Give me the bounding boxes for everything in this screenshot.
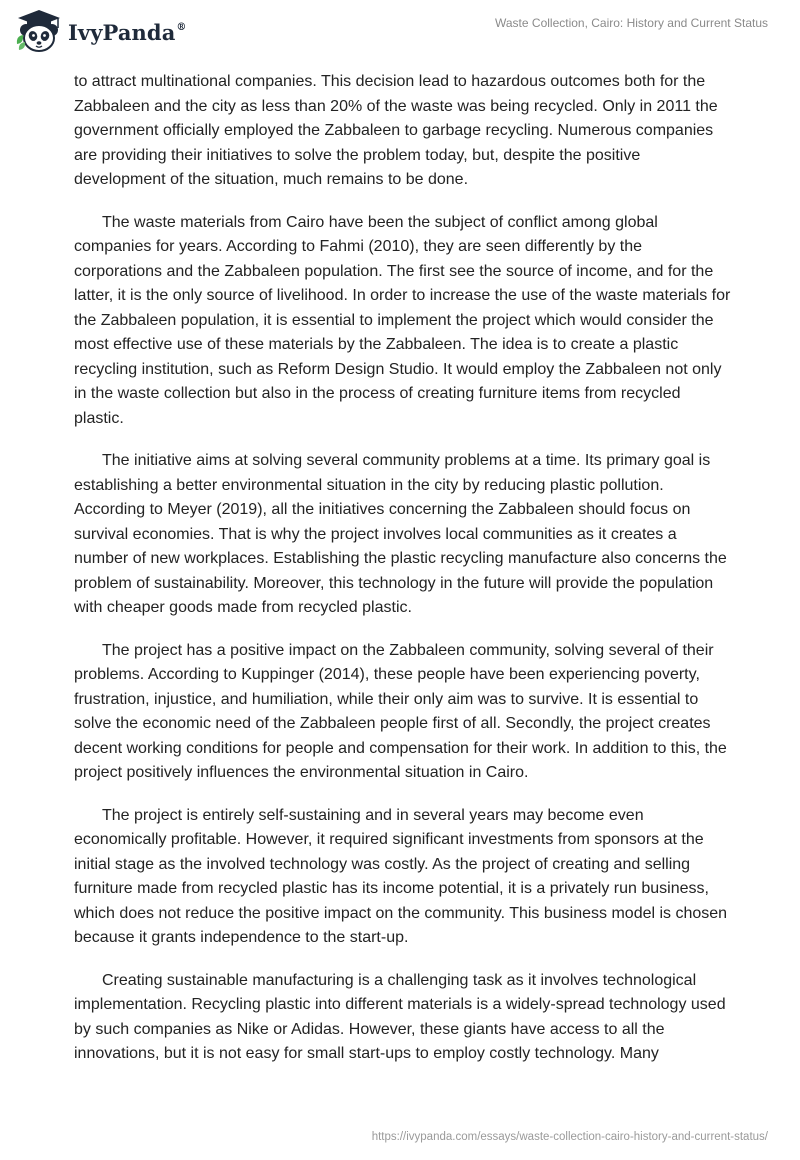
paragraph-2: The waste materials from Cairo have been the subject of conflict among global companies for years. According to Fahmi (2010), they are seen differently by the corporations and the Zabbaleen population. The first see the source of income, and for the latter, it is the only source of livelihood. In order to increase the use of the waste materials for the Zabbaleen population, it is essential to implement the project which would consider the most effective use of these materials by the Zabbaleen. The idea is to create a plastic recycling institution, such as Reform Design Studio. It would employ the Zabbaleen not only in the waste collection but also in the process of creating furniture items from recycled plastic.: [74, 213, 731, 427]
panda-graduate-icon: [14, 8, 64, 54]
paragraph-1: to attract multinational companies. This decision lead to hazardous outcomes both for the Zabbaleen and the city as less than 20% of the waste was being recycled. Only in 2011 the government officially employed the Zabbaleen to garbage recycling. Numerous companies are providing their initiatives to solve the problem today, but, despite the positive development of the situation, much remains to be done.: [74, 73, 718, 188]
document-title: Waste Collection, Cairo: History and Current Status: [495, 16, 768, 30]
essay-body: [74, 70, 734, 1085]
brand-name: [68, 20, 187, 45]
paragraph-4: The project has a positive impact on the Zabbaleen community, solving several of their problems. According to Kuppinger (2014), these people have been experiencing poverty, frustration, injustice, and humiliation, while their only aim was to survive. It is essential to solve the economic need of the Zabbaleen people first of all. Secondly, the project creates decent working conditions for people and compensation for their work. In addition to this, the project positively influences the environmental situation in Cairo.: [74, 641, 727, 781]
ivypanda-logo[interactable]: [14, 8, 187, 54]
brand-label: IvyPanda: [68, 19, 176, 45]
paragraph-6: Creating sustainable manufacturing is a challenging task as it involves technological implementation. Recycling plastic into different materials is a widely-spread technology used by such companies as Nike or Adidas. However, these giants have access to all the innovations, but it is not easy for small start-ups to employ costly technology. Many: [74, 971, 726, 1062]
paragraph-5: The project is entirely self-sustaining and in several years may become even economically profitable. However, it required significant investments from sponsors at the initial stage as the involved technology was costly. As the project of creating and selling furniture made from recycled plastic has its income potential, it is a privately run business, which does not reduce the positive impact on the community. This business model is chosen because it grants independence to the start-up.: [74, 806, 728, 946]
paragraph-3: The initiative aims at solving several community problems at a time. Its primary goal is establishing a better environmental situation in the city by reducing plastic pollution. According to Meyer (2019), all the initiatives concerning the Zabbaleen should focus on survival economies. That is why the project involves local communities as it creates a number of new workplaces. Establishing the plastic recycling manufacture also concerns the problem of sustainability. Moreover, this technology in the future will provide the population with cheaper goods made from recycled plastic.: [74, 452, 727, 616]
source-url[interactable]: https://ivypanda.com/essays/waste-collection-cairo-history-and-current-status/: [371, 1131, 768, 1143]
registered-mark: ®: [176, 21, 187, 33]
page-header: [0, 0, 800, 66]
